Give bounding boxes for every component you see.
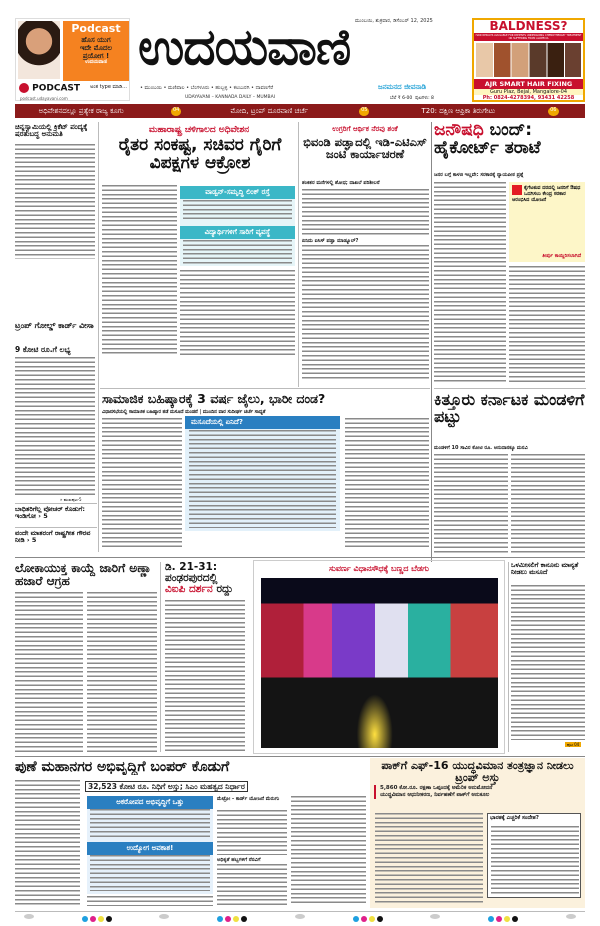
headline-red: ವಿಐಪಿ ದರ್ಶನ [165,583,213,596]
presenter-photo [18,21,60,79]
box-title: ಮಸೂದೆಯಲ್ಲಿ ಏನಿದೆ? [185,416,340,429]
price-pages [390,95,434,101]
pune-col-head: ಅಧಿಕೃತೆ ಹಬ್ಬಗಳಿಗೆ ನೆರವಿಗೆ [217,857,261,863]
pune-sub [85,782,248,792]
lead-headline[interactable]: ರೈತರ ಸಂಕಷ್ಟ, ಸಚಿವರ ಗೈರಿಗೆ ವಿಪಕ್ಷಗಳ ಆಕ್ರೋಶ [118,135,282,173]
headline-line2: ಹೈಕೋರ್ಟ್ ತರಾಟೆ [434,137,541,158]
sub-text: 32,523 ಕೋಟಿ ರೂ. ನಿಧಿಗೆ ಅಸ್ತು; ಸಿಎಂ ಮಹತ್ವದ ನಿರ್ಧಾರ [85,781,248,792]
bhiwandi-mini-head: ಏನಿದು ಐಸಿಸ್ ಪಡ್ಘಾ ಮಾಡ್ಯೂಲ್? [302,238,359,244]
right-brief-headline[interactable]: ಒಳಮೀಸಲಿಗೆ ಕಾನೂನು ಮಾನ್ಯತೆ ನೀಡಲು ಮಸೂದೆ [511,561,579,576]
box-title: ವಾಡ್ವನ್-ಸಮೃದ್ಧಿ ಲಿಂಕ್ ರಸ್ತೆ [180,186,295,199]
social-sub: ವಿಧಾನಸಭೆಯಲ್ಲಿ ಸಾಮಾಜಿಕ ಬಹಿಷ್ಕಾರ ತಡೆ ಮಸೂದೆ ಮಂಡನೆ | ಮುಂದಿನ ವಾರ ಸುದೀರ್ಘ ಚರ್ಚೆ ಸಾಧ್ಯತೆ [102,410,266,415]
bhiwandi-body [302,189,429,237]
kittur-body [434,454,508,554]
pointer-item[interactable]: ಬಾಧಿತರಿಗೆಲ್ಲ ವೋಚರ್ ಕೊಡುಗೆ: ಇಂಡಿಗೋ › 5 [15,505,85,520]
lokayukta-headline[interactable]: ಲೋಕಾಯುಕ್ತ ಕಾಯ್ದೆ ಜಾರಿಗೆ ಅಣ್ಣಾ ಹಜಾರೆ ಆಗ್ರಹ [15,561,152,588]
vip-headline[interactable] [165,562,247,595]
teaser-page: 05 [359,107,369,116]
english-tagline: UDAYAVANI – KANNADA DAILY – MUMBAI [185,95,276,100]
pointer-page: 5 [31,535,37,544]
pak-story [370,758,585,908]
podcast-title: Podcast [71,22,121,35]
box-title: ಭಾರತಕ್ಕೆ ಎಚ್ಚರಿಕೆ ಸಂದೇಶ? [490,815,539,821]
lead-kicker: ಮಹಾರಾಷ್ಟ್ರ ಚಳಿಗಾಲದ ಅಧಿವೇಶನ [148,125,250,135]
editions-list: • ಮುಂಬಯಿ • ಮಣಿಪಾಲ • ಬೆಂಗಳೂರು • ಹುಬ್ಬಳ್ಳಿ • ಕಲಬುರಗಿ • ದಾವಣಗೆರೆ [140,85,274,91]
teaser-text: T20: ದಕ್ಷಿಣ ಆಫ್ರಿಕಾ ತಿರುಗೇಟು [421,106,496,115]
podcast-promo [63,21,129,81]
story-kicker: ಉಗ್ರರಿಗೆ ಆರ್ಥಿಕ ನೆರವು ಶಂಕೆ [332,125,398,133]
box-footer: ತೀರ್ಪು ಕಾಯ್ದಿರಿಸಲಾಗಿದೆ [542,253,581,259]
headline-line: ಡಿ. 21-31: [165,561,218,573]
janaushadhi-body [509,266,585,382]
bhiwandi-sub: ಶಂಕಿತರ ಮನೆಗಳಲ್ಲಿ ಶೋಧ; ದಾಖಲೆ ಪರಿಶೀಲನೆ [302,180,380,186]
red-square-icon [512,185,522,195]
pak-headline[interactable]: ಪಾಕ್‌ಗೆ ಎಫ್-16 ಯುದ್ಧವಿಮಾನ ತಂತ್ರಜ್ಞಾನ ನೀಡಲು ಟ್ರಂಪ್ ಅಸ್ತು [381,759,574,784]
podcast-ad[interactable] [15,18,130,101]
lead-body [180,270,295,355]
janaushadhi-headline[interactable] [434,122,586,158]
kittur-body [511,454,585,554]
brief-headline[interactable]: ಚಿನ್ನಸ್ವಾಮಿಯಲ್ಲಿ ಕ್ರಿಕೆಟ್ ಪಂದ್ಯಕ್ಕೆ ಷರತುಬದ್ಧ ಅನುಮತಿ [15,123,88,139]
print-registration-marks [0,912,600,920]
pointer-page: 5 [43,511,48,520]
jump-link[interactable]: » ಮುಖಪುಟ-5 [60,497,82,502]
teaser-strip [15,104,585,118]
podcast-tagline: ಅಂತ type ಮಾಡಿ... [90,84,127,90]
teaser-text: ಅಧಿವೇಶನದಲ್ಲೂ ಪ್ರತ್ಯೇಕ ರಾಜ್ಯ ಕೂಗು [38,106,124,115]
box-title: ವಿದ್ಯಾರ್ಥಿಗಳಿಗೆ ಸಾರಿಗೆ ವ್ಯವಸ್ಥೆ [180,226,295,239]
podcast-badge [19,83,80,94]
price: ಬೆಲೆ ₹ 6-00 [390,96,413,101]
promo-line: ಹೊಸ ಯುಗ [81,35,111,44]
kittur-sub: ಮಂಡಳಿಗೆ 10 ಸಾವಿರ ಕೋಟಿ ರೂ. ಅನುದಾನಕ್ಕೂ ಮನವಿ [434,445,528,451]
pune-body [291,796,366,906]
photo-feature [253,560,505,754]
ad-title: BALDNESS? [489,19,568,33]
badge-text: PODCAST [32,83,81,94]
bill-box [185,416,340,531]
ad-brand: AJR SMART HAIR FIXING [474,79,583,89]
pune-body [217,864,287,906]
ad-small-print: HAIR RESULTS AVAILABLE FOR PATIENTS UNDERGOING CHEMOTHERAPY TREATMENT OR SUFFERING FROM ALOPECIA [475,34,582,41]
pak-side-box [487,813,581,898]
box-title: ಅಕರೋಪದ ಅಭಿವೃದ್ಧಿಗೆ ಒತ್ತು [87,796,213,809]
lokayukta-body [87,592,157,752]
newspaper-logo: ಉದಯವಾಣಿ [138,22,351,72]
pune-box [87,796,213,894]
lead-box [180,186,295,266]
bhiwandi-body [302,245,429,380]
pointer-text: ಬಾಧಿತರಿಗೆಲ್ಲ ವೋಚರ್ ಕೊಡುಗೆ: ಇಂಡಿಗೋ [15,505,85,520]
janaushadhi-body [434,182,506,382]
social-body [102,418,182,548]
vip-body [165,600,245,752]
lead-body [102,185,177,355]
podcast-url[interactable]: podcast.udayavani.com [20,96,68,101]
slogan: ಜನಮನದ ಜೀವನಾಡಿ [378,83,427,91]
photo-title: ಸುವರ್ಣ ವಿಧಾನಸೌಧಕ್ಕೆ ಬಣ್ಣದ ಬೆಡಗು [329,564,429,573]
kittur-headline[interactable]: ಕಿತ್ತೂರು ಕರ್ನಾಟಕ ಮಂಡಳಿಗೆ ಪಟ್ಟು [434,390,585,426]
teaser-page: 04 [171,107,181,116]
teaser-text: ಮೋದಿ, ಟ್ರಂಪ್ ದೂರವಾಣಿ ಚರ್ಚೆ [230,106,309,115]
pak-sub: 5,860 ಕೋ.ರೂ. ರಕ್ಷಣಾ ಒಪ್ಪಂದಕ್ಕೆ ಅಮೆರಿಕ ಅನುಮೋದನೆ [374,785,585,792]
jump-link[interactable]: ಪುಟ 04 [567,742,580,747]
teaser-item[interactable] [395,107,585,116]
promo-line: ಪ್ರಯೋಗ ! [82,51,110,60]
teaser-item[interactable] [15,107,205,116]
hair-fixing-ad[interactable] [472,18,585,102]
dateline: ಮುಂಬಯಿ, ಶುಕ್ರವಾರ, ಡಿಸೆಂಬರ್ 12, 2025 [355,18,433,24]
before-after-photos [476,43,581,77]
brief-headline[interactable]: ಟ್ರಂಪ್ ಗೋಲ್ಡ್ ಕಾರ್ಡ್ ವೀಸಾ [15,321,94,330]
ad-phone: Ph: 0824-4278394, 93431 42258 [482,95,575,102]
bhiwandi-headline[interactable]: ಭಿವಂಡಿ ಪಡ್ಘಾದಲ್ಲಿ ಇಡಿ-ಎಟಿಎಸ್ ಜಂಟಿ ಕಾರ್ಯಾಚರಣೆ [303,135,427,162]
ad-address: Guru Plaz, Bejal, Mangalore-04 [474,89,583,95]
brief-body [15,357,95,497]
pune-body [217,810,287,855]
headline-rest: ಬಂದ್: [489,120,533,140]
box-text: ಕೈಗೆಟಕುವ ದರದಲ್ಲಿ ಜನರಿಗೆ ಔಷಧ ಒದಗಿಸಲು ಕೇಂದ್ರ ಸರಕಾರ ಆರಂಭಿಸಿದ ಯೋಜನೆ [512,185,581,203]
pune-body [87,896,213,906]
right-brief-body [511,585,585,740]
pune-headline[interactable]: ಪುಣೆ ಮಹಾನಗರ ಅಭಿವೃದ್ಧಿಗೆ ಬಂಪರ್ ಕೊಡುಗೆ [15,760,230,775]
promo-line: ಇದೇ ಮೊದಲ [79,43,113,52]
box-title: ಉದ್ಯೋಗ ಅವಕಾಶ! [87,842,213,855]
headline-line: ಪಂಢರಪುರದಲ್ಲಿ [165,572,218,585]
pointer-text: ವಂದೇ ಮಾತರಂಗೆ ರಾಷ್ಟ್ರಗೀತ ಗೌರವ ನೀಡಿ [15,529,91,544]
pak-sub: ಯುದ್ಧವಿಮಾನ ಆಧುನೀಕರಣ, ನಿರ್ವಹಣೆಗೆ ಪಾಕ್‌ಗೆ ಅನುಕೂಲ [374,792,585,799]
janaushadhi-sub: ಜನರ ಬಗ್ಗೆ ಕಾಳಜಿ ಇಲ್ಲವೇ: ಸರಕಾರಕ್ಕೆ ನ್ಯಾಯಪೀಠ ಪ್ರಶ್ನೆ [434,172,524,178]
janaushadhi-box [509,182,585,262]
teaser-item[interactable] [205,107,395,116]
pointer-item[interactable]: ವಂದೇ ಮಾತರಂಗೆ ರಾಷ್ಟ್ರಗೀತ ಗೌರವ ನೀಡಿ › 5 [15,529,91,544]
lokayukta-body [15,592,83,752]
social-body [345,418,429,548]
pune-col-head: ಮೆಟ್ರೋ - ಕಾರ್ಡ್ ಯೋಜನೆ ಮೆರುಗು [217,796,280,802]
teaser-page: 06 [548,107,558,116]
vidhana-soudha-photo[interactable] [261,578,498,748]
promo-brand: ಉದಯವಾಣಿ [85,58,107,65]
podcast-logo-icon [19,83,29,93]
headline-red: ಜನೌಷಧಿ [434,120,484,140]
page-count: ಪುಟಗಳು: 8 [415,96,434,101]
social-headline[interactable]: ಸಾಮಾಜಿಕ ಬಹಿಷ್ಕಾರಕ್ಕೆ 3 ವರ್ಷ ಜೈಲು, ಭಾರೀ ದಂಡ? [102,391,326,406]
brief-subheadline: 9 ಕೋಟಿ ರೂ.ಗೆ ಲಭ್ಯ [15,345,71,354]
headline-rest: ರದ್ದು [216,583,234,596]
pune-body [15,780,80,905]
brief-body [15,144,95,259]
